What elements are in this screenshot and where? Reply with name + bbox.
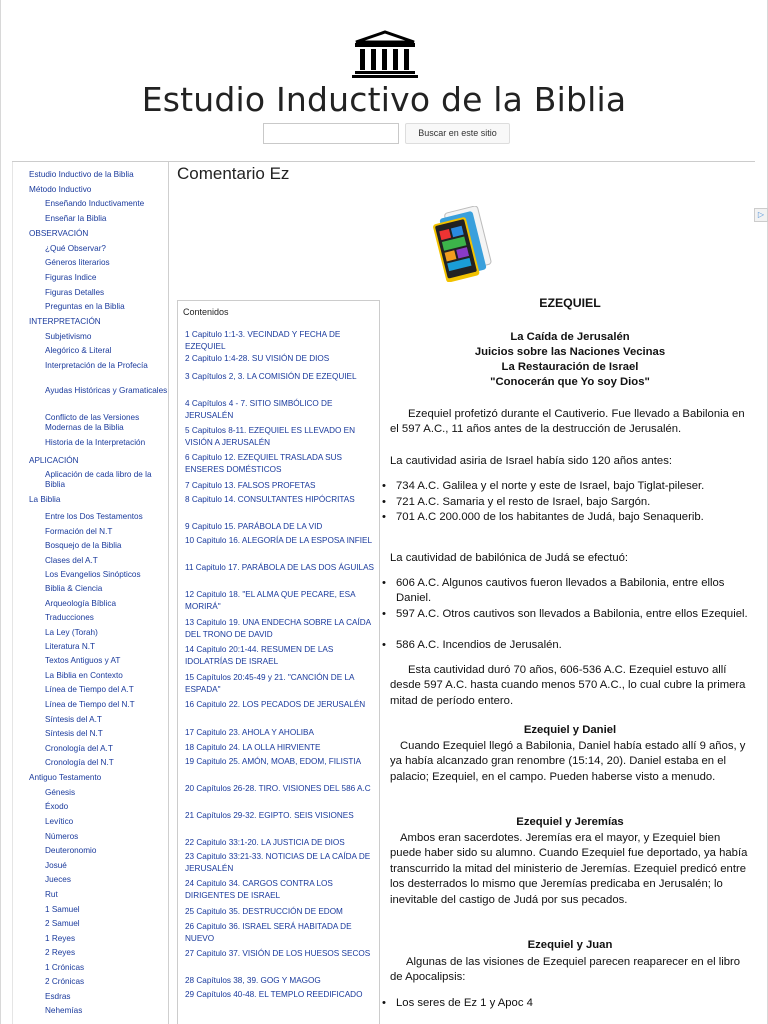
jeremias-paragraph: Ambos eran sacerdotes. Jeremías era el mayor, y Ezequiel bien puede haber sido su alumno. Cuando Ezequiel fue deportado, ya había transcurrido la mitad del ministerio de Jeremías. Ezequiel predicó entre los desterrados lo mismo que Jeremías predicaba en Jerusalén; lo inevitable del castigo de Judá por sus pecados. xyxy=(390,832,748,906)
toc-link[interactable]: 14 Capitulo 20:1-44. RESUMEN DE LAS IDOLATRÍAS DE ISRAEL xyxy=(185,645,334,667)
sidebar-item[interactable]: Jueces xyxy=(45,875,71,884)
sidebar-item[interactable]: La Biblia en Contexto xyxy=(45,671,123,680)
toc-link[interactable]: 19 Capitulo 25. AMÓN, MOAB, EDOM, FILISTIA xyxy=(185,757,362,766)
toc-link[interactable]: 8 Capitulo 14. CONSULTANTES HIPÓCRITAS xyxy=(185,495,355,504)
temple-columns-icon[interactable] xyxy=(352,30,418,78)
sidebar-item[interactable]: Josué xyxy=(45,861,67,870)
sidebar-item[interactable]: Génesis xyxy=(45,788,76,797)
sidebar-item[interactable]: Arqueología Bíblica xyxy=(45,599,117,608)
article-subheading: La Restauración de Israel xyxy=(501,361,639,373)
sidebar-item[interactable]: Alegórico & Literal xyxy=(45,346,112,355)
toc-link[interactable]: 15 Capítulos 20:45-49 y 21. "CANCIÓN DE LA ESPADA" xyxy=(185,673,355,695)
toc-link[interactable]: 24 Capitulo 34. CARGOS CONTRA LOS DIRIGENTES DE ISRAEL xyxy=(185,879,333,901)
toc-title: Contenidos xyxy=(183,307,229,317)
sidebar-item[interactable]: Estudio Inductivo de la Biblia xyxy=(29,170,134,179)
toc-link[interactable]: 22 Capitulo 33:1-20. LA JUSTICIA DE DIOS xyxy=(185,838,345,847)
sidebar-item[interactable]: Traducciones xyxy=(45,613,94,622)
toc-link[interactable]: 5 Capitulos 8-11. EZEQUIEL ES LLEVADO EN VISIÓN A JERUSALÉN xyxy=(185,426,356,448)
duration-paragraph: Esta cautividad duró 70 años, 606-536 A.C. Ezequiel estuvo allí desde 597 A.C. hasta cuando menos 570 A.C., lo cual cubre la primera mitad de período entero. xyxy=(390,664,746,707)
sidebar-item[interactable]: APLICACIÓN xyxy=(29,456,79,465)
search-button[interactable]: Buscar en este sitio xyxy=(405,123,510,144)
sidebar-item[interactable]: Clases del A.T xyxy=(45,556,98,565)
page-title: Comentario Ez xyxy=(177,164,290,183)
sidebar-item[interactable]: Cronología del A.T xyxy=(45,744,113,753)
sidebar-item[interactable]: Géneros literarios xyxy=(45,258,110,267)
sidebar-item[interactable]: Deuteronomio xyxy=(45,846,97,855)
toc-link[interactable]: 16 Capitulo 22. LOS PECADOS DE JERUSALÉN xyxy=(185,700,366,709)
toc-link[interactable]: 11 Capitulo 17. PARÁBOLA DE LAS DOS ÁGUILAS xyxy=(185,563,375,572)
toc-link[interactable]: 12 Capitulo 18. "EL ALMA QUE PECARE, ESA MORIRÁ" xyxy=(185,590,356,612)
sidebar-item[interactable]: Biblia & Ciencia xyxy=(45,584,103,593)
sidebar-item[interactable]: Historia de la Interpretación xyxy=(45,438,146,447)
juan-paragraph: Algunas de las visiones de Ezequiel parecen reaparecer en el libro de Apocalipsis: xyxy=(390,956,741,984)
sidebar-item[interactable]: Levítico xyxy=(45,817,74,826)
toc-link[interactable]: 3 Capítulos 2, 3. LA COMISIÓN DE EZEQUIEL xyxy=(185,372,357,381)
sidebar-item[interactable]: Síntesis del A.T xyxy=(45,715,102,724)
toc-link[interactable]: 29 Capítulos 40-48. EL TEMPLO REEDIFICADO xyxy=(185,990,363,999)
toc-link[interactable]: 27 Capitulo 37. VISIÓN DE LOS HUESOS SECOS xyxy=(185,949,371,958)
sidebar-item[interactable]: Antiguo Testamento xyxy=(29,773,102,782)
sidebar-item[interactable]: Números xyxy=(45,832,79,841)
sidebar-item[interactable]: 2 Crónicas xyxy=(45,977,85,986)
sidebar-item[interactable]: Esdras xyxy=(45,992,71,1001)
sidebar-item[interactable]: Método Inductivo xyxy=(29,185,92,194)
toc-link[interactable]: 17 Capitulo 23. AHOLA Y AHOLIBA xyxy=(185,728,314,737)
sidebar-item[interactable]: 1 Samuel xyxy=(45,905,80,914)
toc-link[interactable]: 20 Capítulos 26-28. TIRO. VISIONES DEL 586 A.C xyxy=(185,784,371,793)
sidebar-item[interactable]: 1 Reyes xyxy=(45,934,76,943)
toc-link[interactable]: 18 Capitulo 24. LA OLLA HIRVIENTE xyxy=(185,743,321,752)
sidebar-item[interactable]: Figuras Indice xyxy=(45,273,97,282)
sidebar-item[interactable]: Subjetivismo xyxy=(45,332,92,341)
article-subheading: La Caída de Jerusalén xyxy=(510,331,630,343)
smartphone-ad-icon[interactable] xyxy=(428,206,498,282)
article-subheading: "Conocerán que Yo soy Dios" xyxy=(490,376,650,388)
toc-link[interactable]: 6 Capitulo 12. EZEQUIEL TRASLADA SUS ENSERES DOMÉSTICOS xyxy=(185,453,342,475)
adchoices-icon[interactable]: ▷ xyxy=(754,208,768,222)
sidebar-item[interactable]: Bosquejo de la Biblia xyxy=(45,541,122,550)
toc-link[interactable]: 23 Capitulo 33:21-33. NOTICIAS DE LA CAÍDA DE JERUSALÉN xyxy=(185,852,371,874)
section-heading: Ezequiel y Daniel xyxy=(523,724,617,736)
sidebar-item[interactable]: Formación del N.T xyxy=(45,527,113,536)
sidebar-item[interactable]: Enseñar la Biblia xyxy=(45,214,107,223)
toc-link[interactable]: 2 Capitulo 1:4-28. SU VISIÓN DE DIOS xyxy=(185,354,330,363)
article-heading: EZEQUIEL xyxy=(539,296,601,310)
sidebar-item[interactable]: Figuras Detalles xyxy=(45,288,105,297)
sidebar-item[interactable]: Aplicación de cada libro de la Biblia xyxy=(45,470,152,489)
sidebar-item[interactable]: INTERPRETACIÓN xyxy=(29,317,101,326)
sidebar-item[interactable]: Ayudas Históricas y Gramaticales xyxy=(45,386,168,395)
article-subheading: Juicios sobre las Naciones Vecinas xyxy=(474,346,666,358)
sidebar-item[interactable]: Literatura N.T xyxy=(45,642,96,651)
section-heading: Ezequiel y Jeremías xyxy=(516,816,624,828)
sidebar-item[interactable]: La Biblia xyxy=(29,495,61,504)
sidebar-item[interactable]: ¿Qué Observar? xyxy=(45,244,106,253)
sidebar-item[interactable]: La Ley (Torah) xyxy=(45,628,98,637)
table-of-contents xyxy=(177,300,380,1024)
toc-link[interactable]: 28 Capítulos 38, 39. GOG Y MAGOG xyxy=(185,976,321,985)
toc-link[interactable]: 1 Capitulo 1:1-3. VECINDAD Y FECHA DE EZEQUIEL xyxy=(185,330,341,352)
sidebar-item[interactable]: Los Evangelios Sinópticos xyxy=(45,570,141,579)
sidebar-item[interactable]: 2 Samuel xyxy=(45,919,80,928)
sidebar-item[interactable]: Conflicto de las Versiones Modernas de la Biblia xyxy=(45,413,140,432)
toc-link[interactable]: 7 Capitulo 13. FALSOS PROFETAS xyxy=(185,481,316,490)
site-title[interactable]: Estudio Inductivo de la Biblia xyxy=(141,80,627,119)
toc-link[interactable]: 25 Capitulo 35. DESTRUCCIÓN DE EDOM xyxy=(185,907,343,916)
sidebar-item[interactable]: Interpretación de la Profecía xyxy=(45,361,148,370)
toc-link[interactable]: 21 Capítulos 29-32. EGIPTO. SEIS VISIONES xyxy=(185,811,354,820)
sidebar-item[interactable]: Preguntas en la Biblia xyxy=(45,302,125,311)
sidebar-item[interactable]: Textos Antiguos y AT xyxy=(45,656,121,665)
daniel-paragraph: Cuando Ezequiel llegó a Babilonia, Daniel había estado allí 9 años, y ya había alcanzado gran renombre (15:14, 20). Daniel estaba en el palacio; Ezequiel, en el campo. Pueden haberse visto a menudo. xyxy=(390,740,746,783)
sidebar-item[interactable]: 1 Crónicas xyxy=(45,963,85,972)
search-input[interactable] xyxy=(263,123,399,144)
section-heading: Ezequiel y Juan xyxy=(527,939,613,951)
sidebar-item[interactable]: Éxodo xyxy=(45,802,69,811)
sidebar-item[interactable]: Línea de Tiempo del N.T xyxy=(45,700,135,709)
sidebar-item[interactable]: Línea de Tiempo del A.T xyxy=(45,685,134,694)
toc-link[interactable]: 13 Capitulo 19. UNA ENDECHA SOBRE LA CAÍDA DEL TRONO DE DAVID xyxy=(185,618,371,640)
sidebar-item[interactable]: 2 Reyes xyxy=(45,948,76,957)
sidebar xyxy=(12,162,169,1024)
intro-paragraph-2: La cautividad asiria de Israel había sido 120 años antes: xyxy=(390,455,672,467)
sidebar-item[interactable]: Enseñando Inductivamente xyxy=(45,199,145,208)
toc-link[interactable]: 10 Capitulo 16. ALEGORÍA DE LA ESPOSA INFIEL xyxy=(185,536,373,545)
sidebar-item[interactable]: Rut xyxy=(45,890,58,899)
toc-link[interactable]: 26 Capitulo 36. ISRAEL SERÁ HABITADA DE NUEVO xyxy=(185,922,352,944)
sidebar-item[interactable]: Síntesis del N.T xyxy=(45,729,103,738)
sidebar-item[interactable]: Nehemías xyxy=(45,1006,83,1015)
sidebar-item[interactable]: Entre los Dos Testamentos xyxy=(45,512,143,521)
intro-paragraph: Ezequiel profetizó durante el Cautiverio. Fue llevado a Babilonia en el 597 A.C., 11 años antes de la destrucción de Jerusalén. xyxy=(390,408,745,436)
sidebar-item[interactable]: OBSERVACIÓN xyxy=(29,229,89,238)
sidebar-item[interactable]: Cronología del N.T xyxy=(45,758,114,767)
toc-link[interactable]: 9 Capitulo 15. PARÁBOLA DE LA VID xyxy=(185,522,323,531)
babylon-intro: La cautividad de babilónica de Judá se efectuó: xyxy=(390,552,629,564)
toc-link[interactable]: 4 Capítulos 4 - 7. SITIO SIMBÓLICO DE JERUSALÉN xyxy=(185,399,333,421)
